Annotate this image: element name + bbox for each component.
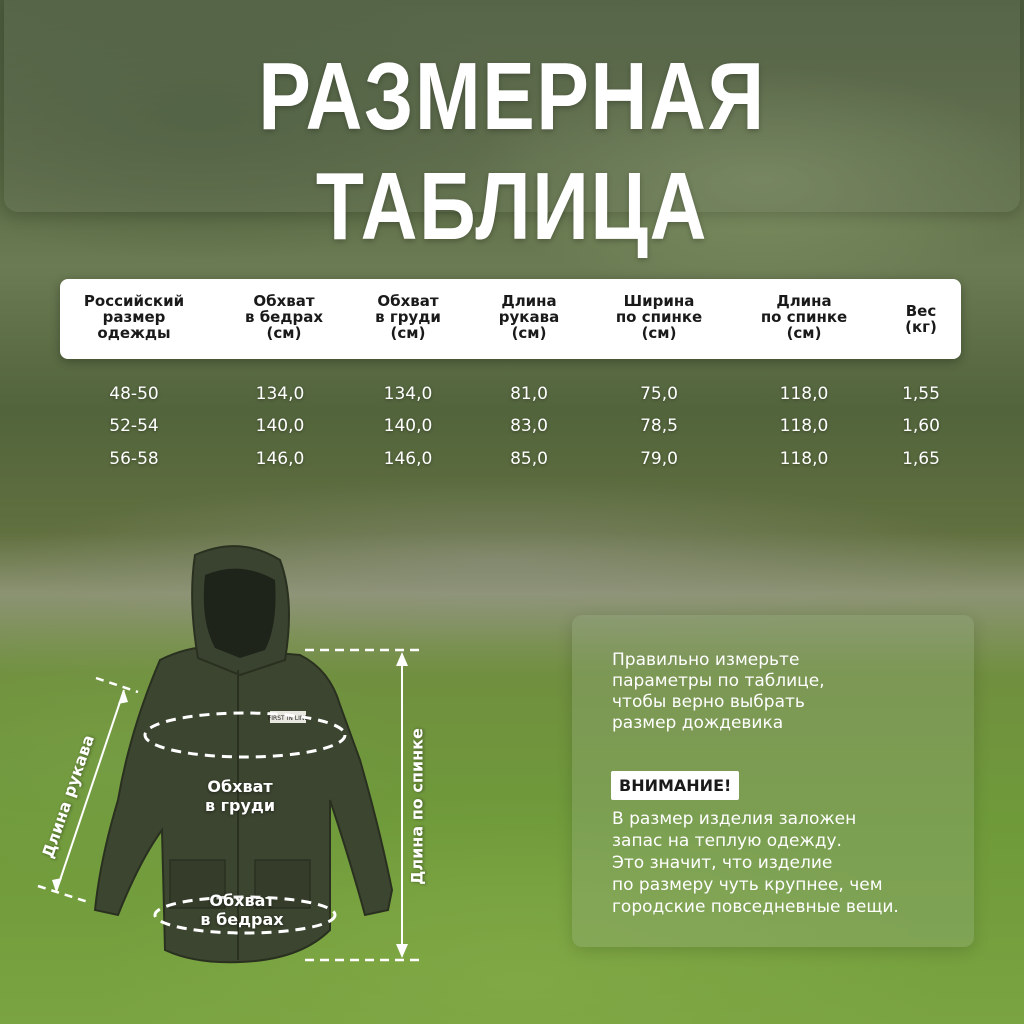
cell-back-length: 118,0 xyxy=(779,449,829,469)
cell-chest: 134,0 xyxy=(383,384,433,404)
cell-sleeve: 83,0 xyxy=(510,416,548,436)
back-length-label: Длина по спинке xyxy=(407,728,427,885)
brand-logo: FIRST IN LINE xyxy=(267,715,309,722)
cell-chest: 146,0 xyxy=(383,449,433,469)
cell-size: 56-58 xyxy=(109,449,159,469)
warning-badge: ВНИМАНИЕ! xyxy=(611,771,739,800)
sleeve-label: Длина рукава xyxy=(38,732,98,861)
cell-size: 52-54 xyxy=(109,416,159,436)
hips-label: Обхват в бедрах xyxy=(200,891,284,929)
table-header xyxy=(60,279,961,359)
header-chest: Обхват в груди (см) xyxy=(375,292,441,342)
header-size: Российский размер одежды xyxy=(83,292,185,342)
cell-back-width: 78,5 xyxy=(640,416,678,436)
cell-weight: 1,60 xyxy=(902,416,940,436)
cell-weight: 1,55 xyxy=(902,384,940,404)
cell-chest: 140,0 xyxy=(383,416,433,436)
page-title: РАЗМЕРНАЯ ТАБЛИЦА xyxy=(258,43,766,260)
cell-back-length: 118,0 xyxy=(779,384,829,404)
cell-back-width: 75,0 xyxy=(640,384,678,404)
cell-hips: 146,0 xyxy=(255,449,305,469)
warning-text: В размер изделия заложен запас на теплую одежду. Это значит, что изделие по размеру чуть крупнее, чем городские повседневные вещи. xyxy=(612,809,899,917)
header-hips: Обхват в бедрах (см) xyxy=(244,292,324,342)
header-back-length: Длина по спинке (см) xyxy=(760,292,848,342)
cell-size: 48-50 xyxy=(109,384,159,404)
header-weight: Вес (кг) xyxy=(905,302,937,336)
cell-sleeve: 85,0 xyxy=(510,449,548,469)
cell-sleeve: 81,0 xyxy=(510,384,548,404)
cell-weight: 1,65 xyxy=(902,449,940,469)
cell-back-width: 79,0 xyxy=(640,449,678,469)
info-text: Правильно измерьте параметры по таблице, чтобы верно выбрать размер дождевика xyxy=(612,650,825,733)
header-back-width: Ширина по спинке (см) xyxy=(615,292,703,342)
cell-hips: 140,0 xyxy=(255,416,305,436)
cell-back-length: 118,0 xyxy=(779,416,829,436)
header-sleeve: Длина рукава (см) xyxy=(498,292,560,342)
chest-label: Обхват в груди xyxy=(204,777,276,815)
cell-hips: 134,0 xyxy=(255,384,305,404)
